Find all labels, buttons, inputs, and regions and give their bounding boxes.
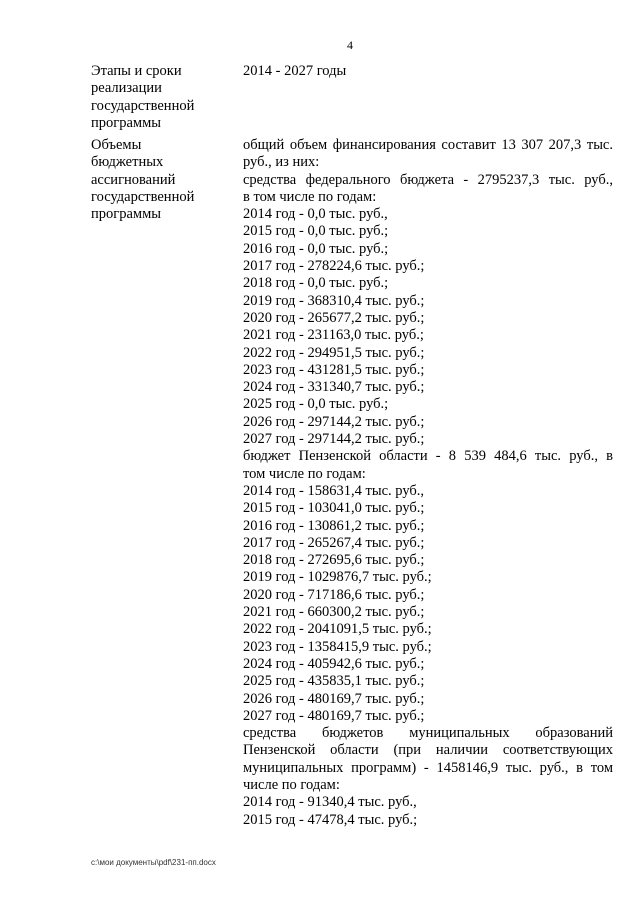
funding-line: 2019 год - 368310,4 тыс. руб.; [243,292,425,309]
funding-line: 2017 год - 265267,4 тыс. руб.; [243,534,425,551]
funding-line: 2023 год - 1358415,9 тыс. руб.; [243,638,432,655]
funding-line: 2022 год - 294951,5 тыс. руб.; [243,344,425,361]
funding-label-line: бюджетных [91,154,164,171]
funding-line: 2020 год - 265677,2 тыс. руб.; [243,309,425,326]
stages-label-line: государственной [91,97,195,114]
funding-line: 2027 год - 297144,2 тыс. руб.; [243,431,425,448]
funding-line: в том числе по годам: [243,188,377,205]
funding-line: 2017 год - 278224,6 тыс. руб.; [243,258,425,275]
funding-label-line: государственной [91,188,195,205]
funding-line: руб., из них: [243,154,320,171]
stages-label [91,63,236,132]
funding-line: 2020 год - 717186,6 тыс. руб.; [243,586,425,603]
funding-line: числе по годам: [243,776,340,793]
funding-line: бюджет Пензенской области - 8 539 484,6 тыс. руб., в [243,448,613,465]
funding-line: 2015 год - 103041,0 тыс. руб.; [243,500,425,517]
stages-value [243,63,613,80]
page-number: 4 [347,38,353,52]
funding-line: 2023 год - 431281,5 тыс. руб.; [243,361,425,378]
funding-line: 2014 год - 0,0 тыс. руб., [243,206,388,223]
funding-line: 2018 год - 0,0 тыс. руб.; [243,275,389,292]
funding-line: 2027 год - 480169,7 тыс. руб.; [243,707,425,724]
funding-line: том числе по годам: [243,465,366,482]
funding-line: 2026 год - 297144,2 тыс. руб.; [243,413,425,430]
stages-value-line: 2014 - 2027 годы [243,63,347,79]
funding-line: 2014 год - 158631,4 тыс. руб., [243,482,425,499]
funding-label-line: ассигнований [91,171,176,188]
file-path-footer: c:\мои документы\pdf\231-пп.docx [91,858,216,867]
funding-line: средства бюджетов муниципальных образований [243,725,613,742]
stages-label-line: Этапы и сроки [91,63,182,79]
funding-line: 2021 год - 660300,2 тыс. руб.; [243,604,425,621]
funding-label [91,137,236,223]
funding-line: 2026 год - 480169,7 тыс. руб.; [243,690,425,707]
funding-line: 2018 год - 272695,6 тыс. руб.; [243,552,425,569]
funding-line: 2024 год - 331340,7 тыс. руб.; [243,379,425,396]
funding-line: 2015 год - 0,0 тыс. руб.; [243,223,389,240]
funding-line: 2019 год - 1029876,7 тыс. руб.; [243,569,432,586]
funding-label-line: программы [91,206,161,223]
funding-line: 2016 год - 0,0 тыс. руб.; [243,240,389,257]
funding-line: 2025 год - 435835,1 тыс. руб.; [243,673,425,690]
funding-line: 2025 год - 0,0 тыс. руб.; [243,396,389,413]
funding-line: 2016 год - 130861,2 тыс. руб.; [243,517,425,534]
funding-line: 2015 год - 47478,4 тыс. руб.; [243,811,418,828]
funding-line: муниципальных программ) - 1458146,9 тыс. руб., в том [243,759,613,776]
funding-value [243,137,613,829]
stages-label-line: реализации [91,80,162,97]
funding-line: средства федерального бюджета - 2795237,3 тыс. руб., [243,171,613,188]
funding-line: 2021 год - 231163,0 тыс. руб.; [243,327,424,344]
funding-line: 2024 год - 405942,6 тыс. руб.; [243,655,425,672]
funding-label-line: Объемы [91,137,142,153]
stages-label-line: программы [91,114,161,131]
funding-line: 2014 год - 91340,4 тыс. руб., [243,794,417,811]
funding-line: Пензенской области (при наличии соответствующих [243,742,613,759]
funding-line: 2022 год - 2041091,5 тыс. руб.; [243,621,432,638]
funding-line: общий объем финансирования составит 13 307 207,3 тыс. [243,137,613,153]
